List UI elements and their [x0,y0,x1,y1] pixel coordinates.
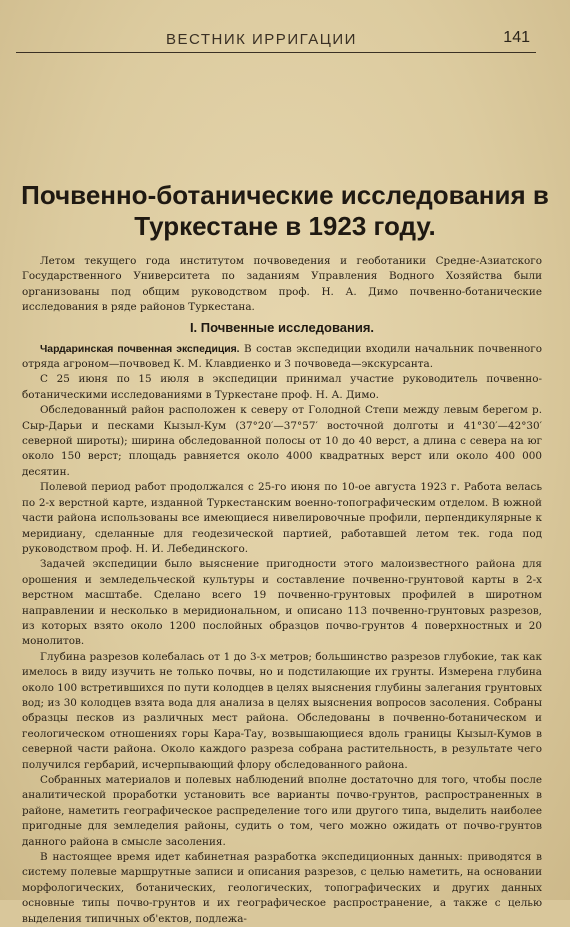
paragraph-lead: Чардаринская почвенная экспедиция. [40,343,240,355]
paragraph-chardara [22,342,542,373]
paragraph-region: Обследованный район расположен к северу от Голодной Степи между левым берегом р. Сыр-Дарьи и песками Кызыл-Кум (37°20′—37°57′ восточной долготы и 41°30′—42°30′ северной широты); ширина обследованной полосы от 10 до 40 верст, а длина с севера на юг около 150 верст; площадь равняется около 4000 квадратных верст или около 400 000 десятин. [22,404,542,478]
paragraph-tasks: Задачей экспедиции было выяснение пригодности этого малоизвестного района для орошения и земледельческой культуры и составление почвенно-грунтовой карты в 2-х верстном масштабе. Сделано всего 19 почвенно-грунтовых профилей в широтном направлении и несколько в меридиональном, и описано 113 почвенно-грунтовых разрезов, из которых взято около 1200 послойных образцов почво-грунтов 4 поверхностных и 20 монолитов. [22,558,542,648]
title-line-1: Почвенно-ботанические исследования в [21,180,549,210]
article-title [20,180,550,242]
paragraph-dates: С 25 июня по 15 июля в экспедиции принимал участие руководитель почвенно-ботаническими исследованиями в Туркестане проф. Н. А. Димо. [22,373,542,401]
title-line-2: Туркестане в 1923 году. [134,211,436,241]
paragraph-materials: Собранных материалов и полевых наблюдений вполне достаточно для того, чтобы после аналитической проработки установить все варианты почво-грунтов, распространенных в районе, наметить географическое распределение того или другого типа, выделить наиболее пригодные для земледелия районы, судить о том, чего можно ожидать от почво-грунтов данного района в смысле засоления. [22,774,542,848]
running-header [16,28,536,53]
page-number: 141 [503,29,530,46]
section-heading: I. Почвенные исследования. [189,319,375,335]
article-body [22,254,542,927]
paragraph-depth: Глубина разрезов колебалась от 1 до 3-х метров; большинство разрезов глубокие, так как имелось в виду изучить не только почвы, но и подстилающие их грунты. Измерена глубина около 100 встретившихся по пути колодцев в целях выяснения глубины залегания грунтовых вод; из 30 колодцев взята вода для анализа в целях выяснения вопросов засоления. Собраны образцы песков из различных мест района. Обследованы в почвенно-ботаническом и геологическом отношениях горы Кара-Тау, возвышающиеся вдоль границы Кызыл-Кумов в северной части района. Около каждого разреза собрана растительность, в результате чего получился гербарий, исчерпывающий флору обследованного района. [22,650,542,771]
journal-name: ВЕСТНИК ИРРИГАЦИИ [166,31,357,48]
paragraph-current-work: В настоящее время идет кабинетная разработка экспедиционных данных: приводятся в систему полевые маршрутные записи и описания разрезов, с целью наметить, на основании морфологических, ботанических, геологических, топографических и других данных основные типы почво-грунтов и их географическое распространение, а также с целью выделения типичных об'ектов, подлежа- [22,851,542,925]
paragraph-text: В состав экспедиции входили начальник почвенного отряда агроном—почвовед К. М. Клавдиенко и 3 почвоведа—экскурсанта. [22,342,543,371]
intro-paragraph: Летом текущего года институтом почвоведения и геоботаники Средне-Азиатского Государственного Университета по заданиям Управления Водного Хозяйства были организованы под общим руководством проф. Н. А. Димо почвенно-ботанические исследования в ряде районов Туркестана. [22,255,542,314]
paragraph-field-period: Полевой период работ продолжался с 25-го июня по 10-ое августа 1923 г. Работа велась по 2-х верстной карте, изданной Туркестанским военно-топографическим отделом. В южной части района использованы все имеющиеся нивелировочные профили, перпендикулярные к меридиану, сделанные для геодезической партией, работавшей летом тек. года под руководством проф. Н. И. Лебединского. [22,481,542,555]
